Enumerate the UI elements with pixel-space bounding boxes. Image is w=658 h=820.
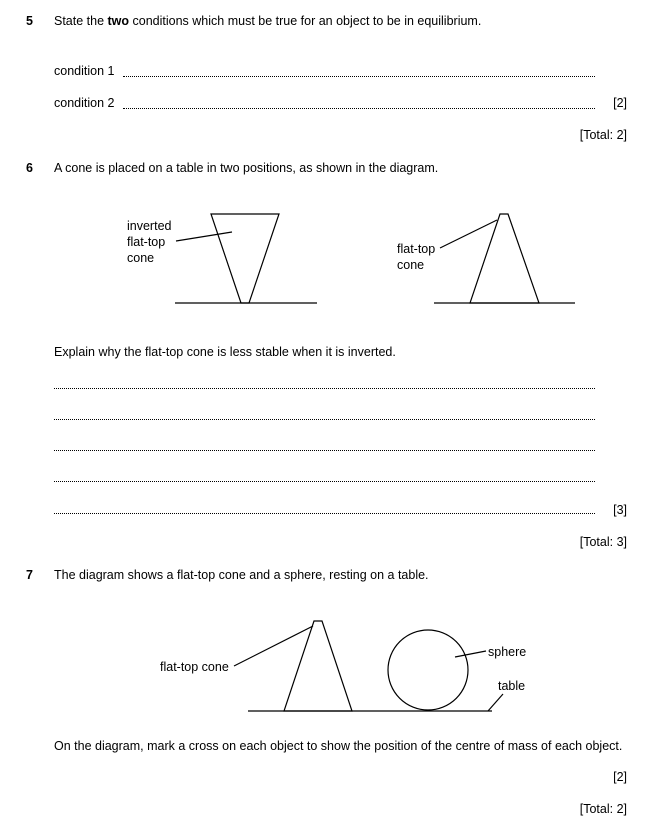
question-7-marks: [2] <box>613 770 627 784</box>
answer-line-1[interactable] <box>54 388 595 389</box>
upright-cone-shape <box>470 214 539 303</box>
flat-top-cone-shape <box>284 621 352 711</box>
question-5-text-after: conditions which must be true for an object to be in equilibrium. <box>129 14 482 28</box>
upright-cone-figure <box>397 214 575 303</box>
table-leader-line <box>488 694 503 711</box>
question-7-total: [Total: 2] <box>579 802 627 816</box>
upright-label-line1: flat-top <box>397 242 436 256</box>
question-5-number: 5 <box>26 14 33 28</box>
question-5-text-bold: two <box>107 14 130 28</box>
answer-line-2[interactable] <box>54 419 595 420</box>
inverted-cone-leader-line <box>176 232 232 241</box>
table-label: table <box>498 679 526 693</box>
question-6-text: A cone is placed on a table in two positions, as shown in the diagram. <box>54 161 439 175</box>
sphere-leader-line <box>455 651 486 657</box>
answer-line-5[interactable] <box>54 513 595 514</box>
question-5-total: [Total: 2] <box>579 128 627 142</box>
question-5-marks: [2] <box>613 96 627 110</box>
question-6-number: 6 <box>26 161 33 175</box>
question-6-marks: [3] <box>613 503 627 517</box>
inverted-label-line1: inverted <box>127 219 172 233</box>
upright-label-line2: cone <box>397 258 425 272</box>
answer-line-3[interactable] <box>54 450 595 451</box>
flat-top-cone-label: flat-top cone <box>160 660 229 674</box>
question-7-instruction: On the diagram, mark a cross on each object to show the position of the centre of mass of each object. <box>54 739 623 753</box>
question-7-number: 7 <box>26 568 33 582</box>
question-5-text-before: State the <box>54 14 108 28</box>
inverted-cone-figure <box>127 214 317 303</box>
sphere-shape[interactable] <box>388 630 468 710</box>
inverted-label-line2: flat-top <box>127 235 166 249</box>
question-7-text: The diagram shows a flat-top cone and a sphere, resting on a table. <box>54 568 429 582</box>
condition-1-label: condition 1 <box>54 64 115 78</box>
sphere-label: sphere <box>488 645 527 659</box>
inverted-cone-shape <box>211 214 279 303</box>
question-6-total: [Total: 3] <box>579 535 627 549</box>
condition-2-label: condition 2 <box>54 96 115 110</box>
inverted-label-line3: cone <box>127 251 155 265</box>
question-6-explain: Explain why the flat-top cone is less stable when it is inverted. <box>54 345 396 359</box>
upright-cone-leader-line <box>440 220 497 248</box>
question-7-diagram <box>160 621 526 711</box>
answer-line-4[interactable] <box>54 481 595 482</box>
